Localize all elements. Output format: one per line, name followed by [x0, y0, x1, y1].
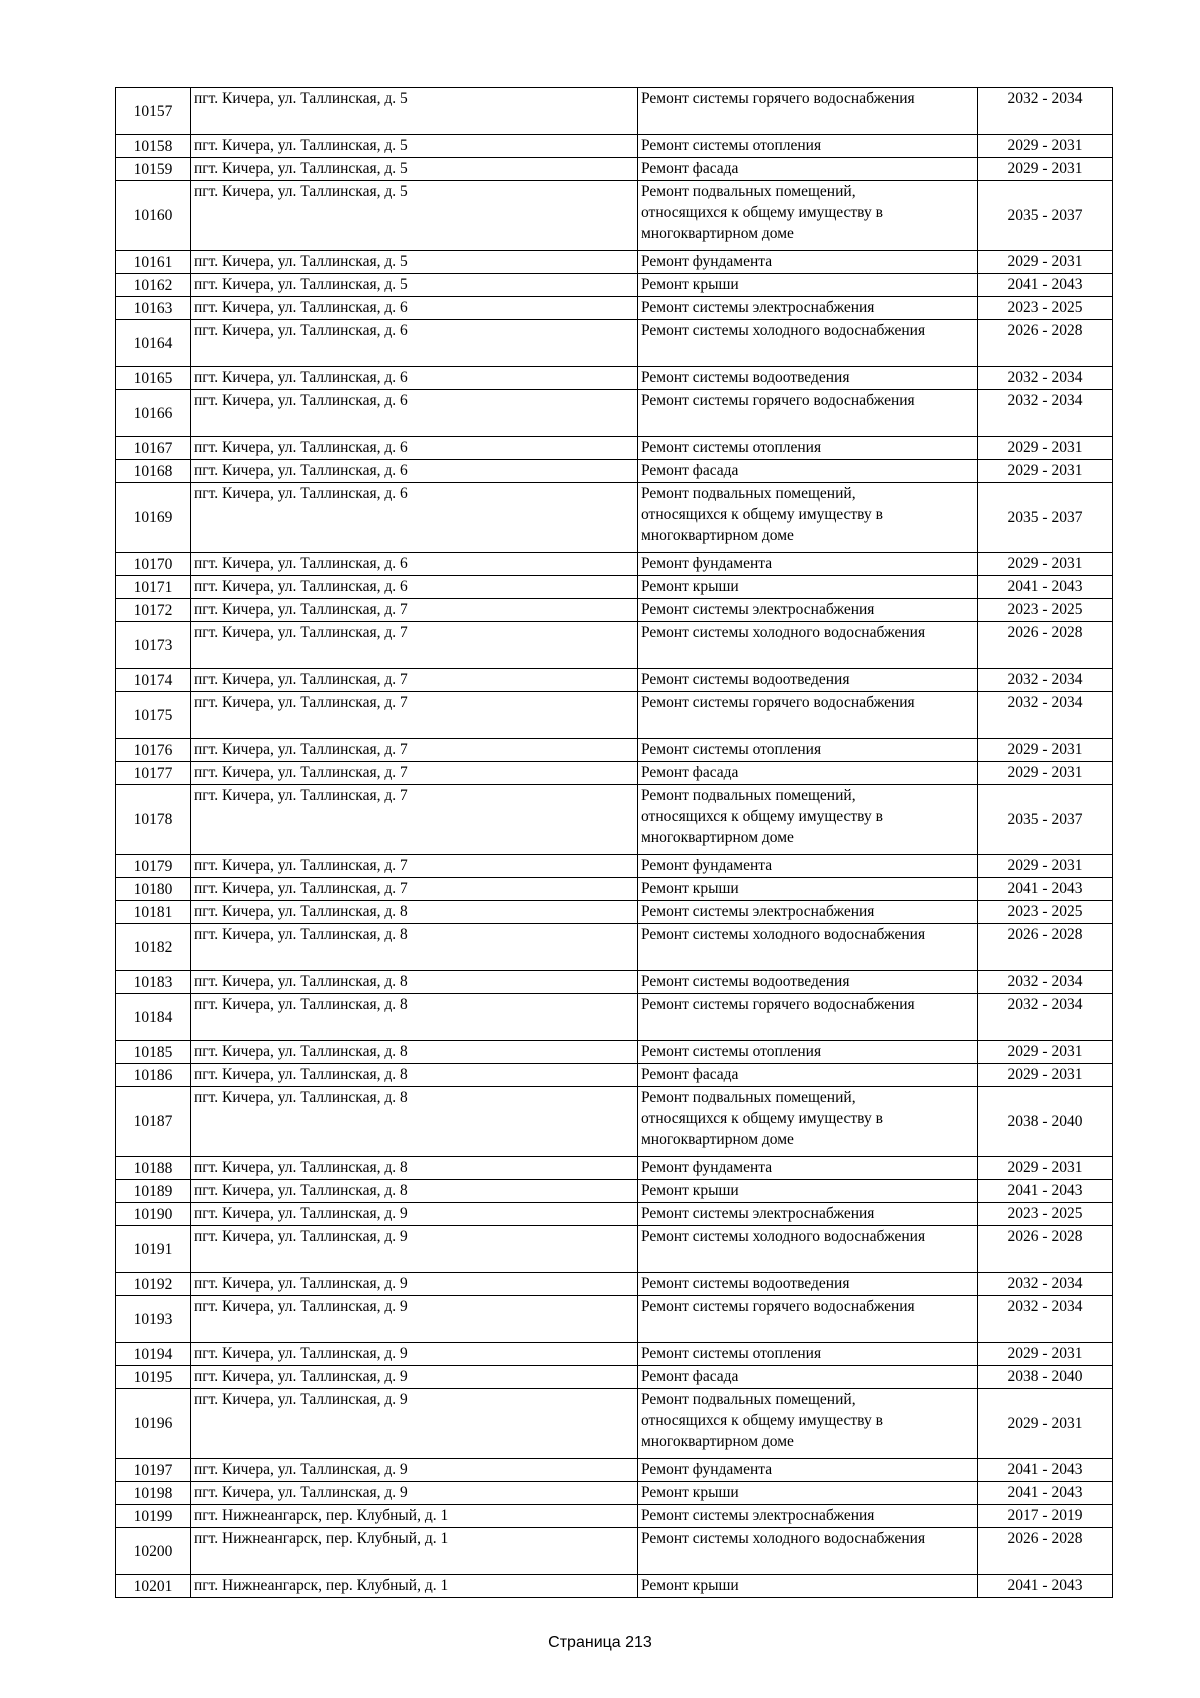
row-number: 10179: [116, 855, 191, 878]
work-type-line: многоквартирном доме: [641, 1433, 794, 1450]
work-type-line: Ремонт фасада: [641, 462, 739, 479]
table-row: [116, 1273, 1113, 1296]
period-cell: 2029 - 2031: [978, 251, 1113, 274]
work-type-line: Ремонт системы холодного водоснабжения: [641, 322, 926, 339]
table-row: [116, 483, 1113, 553]
work-type-line: Ремонт системы горячего водоснабжения: [641, 1298, 915, 1315]
period-cell: 2023 - 2025: [978, 297, 1113, 320]
table-row: [116, 785, 1113, 855]
table-row: [116, 1226, 1113, 1273]
table-row: [116, 251, 1113, 274]
period-cell: 2026 - 2028: [978, 1226, 1113, 1273]
address-cell: пгт. Кичера, ул. Таллинская, д. 5: [191, 88, 638, 135]
address-cell: пгт. Кичера, ул. Таллинская, д. 8: [191, 924, 638, 971]
table-row: [116, 878, 1113, 901]
row-number: 10160: [116, 181, 191, 251]
table-row: [116, 739, 1113, 762]
address-cell: пгт. Кичера, ул. Таллинская, д. 6: [191, 320, 638, 367]
table-row: [116, 1389, 1113, 1459]
work-type-line: Ремонт крыши: [641, 578, 739, 595]
work-type-line: Ремонт системы холодного водоснабжения: [641, 1228, 926, 1245]
row-number: 10182: [116, 924, 191, 971]
work-type-line: Ремонт фасада: [641, 1368, 739, 1385]
row-number: 10162: [116, 274, 191, 297]
table-row: [116, 135, 1113, 158]
table-row: [116, 274, 1113, 297]
row-number: 10201: [116, 1575, 191, 1598]
period-cell: 2029 - 2031: [978, 135, 1113, 158]
work-type-line: Ремонт фасада: [641, 160, 739, 177]
work-type-line: Ремонт системы отопления: [641, 1345, 822, 1362]
period-cell: 2026 - 2028: [978, 320, 1113, 367]
table-row: [116, 994, 1113, 1041]
address-cell: пгт. Кичера, ул. Таллинская, д. 8: [191, 1064, 638, 1087]
table-row: [116, 622, 1113, 669]
row-number: 10165: [116, 367, 191, 390]
period-cell: 2029 - 2031: [978, 553, 1113, 576]
period-cell: 2029 - 2031: [978, 1064, 1113, 1087]
period-cell: 2029 - 2031: [978, 1343, 1113, 1366]
address-cell: пгт. Кичера, ул. Таллинская, д. 6: [191, 297, 638, 320]
address-cell: пгт. Кичера, ул. Таллинская, д. 5: [191, 158, 638, 181]
work-type-cell: [638, 1296, 978, 1343]
work-type-cell: [638, 367, 978, 390]
row-number: 10190: [116, 1203, 191, 1226]
address-cell: пгт. Кичера, ул. Таллинская, д. 6: [191, 460, 638, 483]
work-type-line: относящихся к общему имуществу в: [641, 204, 883, 221]
work-type-cell: [638, 88, 978, 135]
work-type-cell: [638, 1528, 978, 1575]
address-cell: пгт. Кичера, ул. Таллинская, д. 8: [191, 1041, 638, 1064]
address-cell: пгт. Кичера, ул. Таллинская, д. 9: [191, 1273, 638, 1296]
work-type-cell: [638, 390, 978, 437]
work-type-line: Ремонт системы водоотведения: [641, 1275, 850, 1292]
period-cell: 2032 - 2034: [978, 1296, 1113, 1343]
work-type-cell: [638, 1366, 978, 1389]
table-row: [116, 1041, 1113, 1064]
table-row: [116, 367, 1113, 390]
work-type-line: Ремонт системы холодного водоснабжения: [641, 926, 926, 943]
work-type-cell: [638, 901, 978, 924]
address-cell: пгт. Нижнеангарск, пер. Клубный, д. 1: [191, 1575, 638, 1598]
period-cell: 2029 - 2031: [978, 1157, 1113, 1180]
work-type-line: Ремонт системы водоотведения: [641, 973, 850, 990]
row-number: 10159: [116, 158, 191, 181]
work-type-cell: [638, 1389, 978, 1459]
work-type-cell: [638, 924, 978, 971]
row-number: 10185: [116, 1041, 191, 1064]
work-type-line: Ремонт фасада: [641, 1066, 739, 1083]
table-row: [116, 855, 1113, 878]
address-cell: пгт. Кичера, ул. Таллинская, д. 9: [191, 1296, 638, 1343]
table-row: [116, 297, 1113, 320]
work-type-line: Ремонт подвальных помещений,: [641, 1089, 856, 1106]
work-type-cell: [638, 1343, 978, 1366]
table-row: [116, 88, 1113, 135]
work-type-line: Ремонт крыши: [641, 1577, 739, 1594]
address-cell: пгт. Кичера, ул. Таллинская, д. 6: [191, 483, 638, 553]
table-row: [116, 1157, 1113, 1180]
address-cell: пгт. Кичера, ул. Таллинская, д. 8: [191, 1087, 638, 1157]
address-cell: пгт. Кичера, ул. Таллинская, д. 5: [191, 251, 638, 274]
row-number: 10191: [116, 1226, 191, 1273]
work-type-cell: [638, 1459, 978, 1482]
row-number: 10197: [116, 1459, 191, 1482]
work-type-cell: [638, 855, 978, 878]
address-cell: пгт. Кичера, ул. Таллинская, д. 7: [191, 739, 638, 762]
address-cell: пгт. Кичера, ул. Таллинская, д. 9: [191, 1343, 638, 1366]
table-row: [116, 1180, 1113, 1203]
table-row: [116, 460, 1113, 483]
work-type-line: Ремонт системы горячего водоснабжения: [641, 694, 915, 711]
row-number: 10173: [116, 622, 191, 669]
row-number: 10192: [116, 1273, 191, 1296]
work-type-line: Ремонт системы холодного водоснабжения: [641, 624, 926, 641]
work-type-cell: [638, 553, 978, 576]
work-type-cell: [638, 460, 978, 483]
period-cell: 2023 - 2025: [978, 1203, 1113, 1226]
address-cell: пгт. Кичера, ул. Таллинская, д. 8: [191, 1180, 638, 1203]
period-cell: 2032 - 2034: [978, 994, 1113, 1041]
work-type-line: Ремонт системы водоотведения: [641, 671, 850, 688]
table-row: [116, 1482, 1113, 1505]
period-cell: 2029 - 2031: [978, 739, 1113, 762]
table-row: [116, 181, 1113, 251]
work-type-cell: [638, 158, 978, 181]
work-type-cell: [638, 437, 978, 460]
row-number: 10169: [116, 483, 191, 553]
row-number: 10194: [116, 1343, 191, 1366]
work-type-line: относящихся к общему имуществу в: [641, 808, 883, 825]
address-cell: пгт. Кичера, ул. Таллинская, д. 7: [191, 669, 638, 692]
period-cell: 2029 - 2031: [978, 855, 1113, 878]
period-cell: 2026 - 2028: [978, 1528, 1113, 1575]
table-row: [116, 762, 1113, 785]
work-type-cell: [638, 739, 978, 762]
work-type-line: Ремонт фундамента: [641, 1461, 773, 1478]
row-number: 10181: [116, 901, 191, 924]
row-number: 10195: [116, 1366, 191, 1389]
work-type-cell: [638, 483, 978, 553]
table-row: [116, 1575, 1113, 1598]
row-number: 10193: [116, 1296, 191, 1343]
period-cell: 2041 - 2043: [978, 576, 1113, 599]
table-row: [116, 1064, 1113, 1087]
table-row: [116, 553, 1113, 576]
work-type-cell: [638, 1226, 978, 1273]
row-number: 10167: [116, 437, 191, 460]
table-row: [116, 390, 1113, 437]
work-type-cell: [638, 669, 978, 692]
table-row: [116, 1459, 1113, 1482]
period-cell: 2038 - 2040: [978, 1366, 1113, 1389]
address-cell: пгт. Кичера, ул. Таллинская, д. 6: [191, 553, 638, 576]
row-number: 10196: [116, 1389, 191, 1459]
work-type-line: Ремонт фундамента: [641, 253, 773, 270]
table-row: [116, 1296, 1113, 1343]
address-cell: пгт. Кичера, ул. Таллинская, д. 6: [191, 437, 638, 460]
period-cell: 2038 - 2040: [978, 1087, 1113, 1157]
work-type-line: Ремонт фундамента: [641, 1159, 773, 1176]
table-row: [116, 669, 1113, 692]
work-type-line: Ремонт системы водоотведения: [641, 369, 850, 386]
address-cell: пгт. Кичера, ул. Таллинская, д. 7: [191, 878, 638, 901]
row-number: 10158: [116, 135, 191, 158]
work-type-line: Ремонт системы холодного водоснабжения: [641, 1530, 926, 1547]
period-cell: 2026 - 2028: [978, 622, 1113, 669]
work-type-line: Ремонт системы отопления: [641, 137, 822, 154]
work-type-line: Ремонт крыши: [641, 276, 739, 293]
work-type-cell: [638, 1505, 978, 1528]
period-cell: 2032 - 2034: [978, 88, 1113, 135]
work-type-line: относящихся к общему имуществу в: [641, 1110, 883, 1127]
period-cell: 2023 - 2025: [978, 599, 1113, 622]
table-row: [116, 320, 1113, 367]
address-cell: пгт. Кичера, ул. Таллинская, д. 5: [191, 181, 638, 251]
address-cell: пгт. Кичера, ул. Таллинская, д. 7: [191, 855, 638, 878]
period-cell: 2041 - 2043: [978, 1482, 1113, 1505]
table-row: [116, 1505, 1113, 1528]
work-type-line: Ремонт системы горячего водоснабжения: [641, 996, 915, 1013]
row-number: 10161: [116, 251, 191, 274]
row-number: 10199: [116, 1505, 191, 1528]
work-type-cell: [638, 1064, 978, 1087]
row-number: 10168: [116, 460, 191, 483]
work-type-cell: [638, 251, 978, 274]
period-cell: 2029 - 2031: [978, 1389, 1113, 1459]
row-number: 10166: [116, 390, 191, 437]
row-number: 10187: [116, 1087, 191, 1157]
address-cell: пгт. Кичера, ул. Таллинская, д. 5: [191, 135, 638, 158]
work-type-cell: [638, 762, 978, 785]
work-type-line: Ремонт подвальных помещений,: [641, 1391, 856, 1408]
table-row: [116, 437, 1113, 460]
address-cell: пгт. Кичера, ул. Таллинская, д. 9: [191, 1366, 638, 1389]
work-type-cell: [638, 1087, 978, 1157]
work-type-line: Ремонт системы электроснабжения: [641, 601, 875, 618]
work-type-cell: [638, 1041, 978, 1064]
work-type-line: Ремонт системы отопления: [641, 1043, 822, 1060]
table-row: [116, 576, 1113, 599]
work-type-cell: [638, 1180, 978, 1203]
work-type-cell: [638, 599, 978, 622]
table-row: [116, 901, 1113, 924]
address-cell: пгт. Кичера, ул. Таллинская, д. 7: [191, 622, 638, 669]
period-cell: 2032 - 2034: [978, 692, 1113, 739]
address-cell: пгт. Кичера, ул. Таллинская, д. 9: [191, 1482, 638, 1505]
work-type-cell: [638, 1482, 978, 1505]
page-number: Страница 213: [548, 1634, 652, 1651]
work-type-line: Ремонт системы электроснабжения: [641, 1507, 875, 1524]
address-cell: пгт. Кичера, ул. Таллинская, д. 8: [191, 971, 638, 994]
work-type-line: Ремонт системы электроснабжения: [641, 903, 875, 920]
address-cell: пгт. Кичера, ул. Таллинская, д. 6: [191, 367, 638, 390]
table-row: [116, 1087, 1113, 1157]
period-cell: 2035 - 2037: [978, 483, 1113, 553]
work-type-line: Ремонт подвальных помещений,: [641, 485, 856, 502]
period-cell: 2032 - 2034: [978, 367, 1113, 390]
work-type-line: Ремонт системы горячего водоснабжения: [641, 392, 915, 409]
work-type-cell: [638, 971, 978, 994]
table-body: [116, 88, 1113, 1598]
period-cell: 2041 - 2043: [978, 1575, 1113, 1598]
address-cell: пгт. Кичера, ул. Таллинская, д. 8: [191, 1157, 638, 1180]
period-cell: 2029 - 2031: [978, 158, 1113, 181]
period-cell: 2041 - 2043: [978, 274, 1113, 297]
row-number: 10175: [116, 692, 191, 739]
work-type-cell: [638, 576, 978, 599]
row-number: 10174: [116, 669, 191, 692]
work-type-line: Ремонт фасада: [641, 764, 739, 781]
address-cell: пгт. Кичера, ул. Таллинская, д. 6: [191, 576, 638, 599]
address-cell: пгт. Кичера, ул. Таллинская, д. 7: [191, 785, 638, 855]
work-type-line: Ремонт системы электроснабжения: [641, 299, 875, 316]
table-row: [116, 1366, 1113, 1389]
row-number: 10200: [116, 1528, 191, 1575]
works-table: [115, 87, 1113, 1598]
address-cell: пгт. Кичера, ул. Таллинская, д. 9: [191, 1459, 638, 1482]
row-number: 10172: [116, 599, 191, 622]
address-cell: пгт. Нижнеангарск, пер. Клубный, д. 1: [191, 1528, 638, 1575]
period-cell: 2029 - 2031: [978, 762, 1113, 785]
period-cell: 2032 - 2034: [978, 1273, 1113, 1296]
address-cell: пгт. Кичера, ул. Таллинская, д. 8: [191, 994, 638, 1041]
work-type-cell: [638, 181, 978, 251]
address-cell: пгт. Кичера, ул. Таллинская, д. 8: [191, 901, 638, 924]
row-number: 10170: [116, 553, 191, 576]
address-cell: пгт. Кичера, ул. Таллинская, д. 7: [191, 692, 638, 739]
work-type-line: многоквартирном доме: [641, 225, 794, 242]
address-cell: пгт. Кичера, ул. Таллинская, д. 9: [191, 1226, 638, 1273]
address-cell: пгт. Кичера, ул. Таллинская, д. 5: [191, 274, 638, 297]
table-row: [116, 1203, 1113, 1226]
row-number: 10188: [116, 1157, 191, 1180]
work-type-cell: [638, 320, 978, 367]
work-type-line: Ремонт системы электроснабжения: [641, 1205, 875, 1222]
work-type-cell: [638, 297, 978, 320]
row-number: 10183: [116, 971, 191, 994]
row-number: 10184: [116, 994, 191, 1041]
row-number: 10163: [116, 297, 191, 320]
period-cell: 2029 - 2031: [978, 1041, 1113, 1064]
row-number: 10157: [116, 88, 191, 135]
table-row: [116, 692, 1113, 739]
address-cell: пгт. Кичера, ул. Таллинская, д. 9: [191, 1203, 638, 1226]
work-type-line: Ремонт системы отопления: [641, 741, 822, 758]
period-cell: 2023 - 2025: [978, 901, 1113, 924]
work-type-cell: [638, 878, 978, 901]
row-number: 10164: [116, 320, 191, 367]
work-type-cell: [638, 1273, 978, 1296]
work-type-line: Ремонт фундамента: [641, 555, 773, 572]
work-type-line: Ремонт крыши: [641, 1182, 739, 1199]
work-type-line: многоквартирном доме: [641, 527, 794, 544]
work-type-line: относящихся к общему имуществу в: [641, 1412, 883, 1429]
period-cell: 2041 - 2043: [978, 1180, 1113, 1203]
table-row: [116, 158, 1113, 181]
period-cell: 2026 - 2028: [978, 924, 1113, 971]
row-number: 10186: [116, 1064, 191, 1087]
work-type-line: многоквартирном доме: [641, 1131, 794, 1148]
period-cell: 2032 - 2034: [978, 669, 1113, 692]
work-type-line: Ремонт подвальных помещений,: [641, 183, 856, 200]
work-type-cell: [638, 692, 978, 739]
address-cell: пгт. Кичера, ул. Таллинская, д. 9: [191, 1389, 638, 1459]
period-cell: 2041 - 2043: [978, 878, 1113, 901]
work-type-cell: [638, 785, 978, 855]
row-number: 10177: [116, 762, 191, 785]
work-type-line: относящихся к общему имуществу в: [641, 506, 883, 523]
table-row: [116, 971, 1113, 994]
work-type-line: Ремонт подвальных помещений,: [641, 787, 856, 804]
work-type-cell: [638, 1157, 978, 1180]
work-type-cell: [638, 274, 978, 297]
row-number: 10189: [116, 1180, 191, 1203]
row-number: 10176: [116, 739, 191, 762]
period-cell: 2032 - 2034: [978, 971, 1113, 994]
work-type-line: Ремонт крыши: [641, 1484, 739, 1501]
period-cell: 2017 - 2019: [978, 1505, 1113, 1528]
work-type-line: Ремонт системы отопления: [641, 439, 822, 456]
address-cell: пгт. Кичера, ул. Таллинская, д. 7: [191, 762, 638, 785]
period-cell: 2029 - 2031: [978, 460, 1113, 483]
address-cell: пгт. Нижнеангарск, пер. Клубный, д. 1: [191, 1505, 638, 1528]
period-cell: 2035 - 2037: [978, 181, 1113, 251]
work-type-cell: [638, 1203, 978, 1226]
work-type-line: многоквартирном доме: [641, 829, 794, 846]
address-cell: пгт. Кичера, ул. Таллинская, д. 6: [191, 390, 638, 437]
table-row: [116, 1528, 1113, 1575]
row-number: 10198: [116, 1482, 191, 1505]
work-type-cell: [638, 1575, 978, 1598]
work-type-cell: [638, 994, 978, 1041]
work-type-line: Ремонт системы горячего водоснабжения: [641, 90, 915, 107]
row-number: 10180: [116, 878, 191, 901]
row-number: 10171: [116, 576, 191, 599]
work-type-line: Ремонт крыши: [641, 880, 739, 897]
period-cell: 2029 - 2031: [978, 437, 1113, 460]
period-cell: 2041 - 2043: [978, 1459, 1113, 1482]
work-type-cell: [638, 135, 978, 158]
table-row: [116, 924, 1113, 971]
row-number: 10178: [116, 785, 191, 855]
work-type-cell: [638, 622, 978, 669]
period-cell: 2032 - 2034: [978, 390, 1113, 437]
work-type-line: Ремонт фундамента: [641, 857, 773, 874]
period-cell: 2035 - 2037: [978, 785, 1113, 855]
table-row: [116, 599, 1113, 622]
address-cell: пгт. Кичера, ул. Таллинская, д. 7: [191, 599, 638, 622]
table-row: [116, 1343, 1113, 1366]
